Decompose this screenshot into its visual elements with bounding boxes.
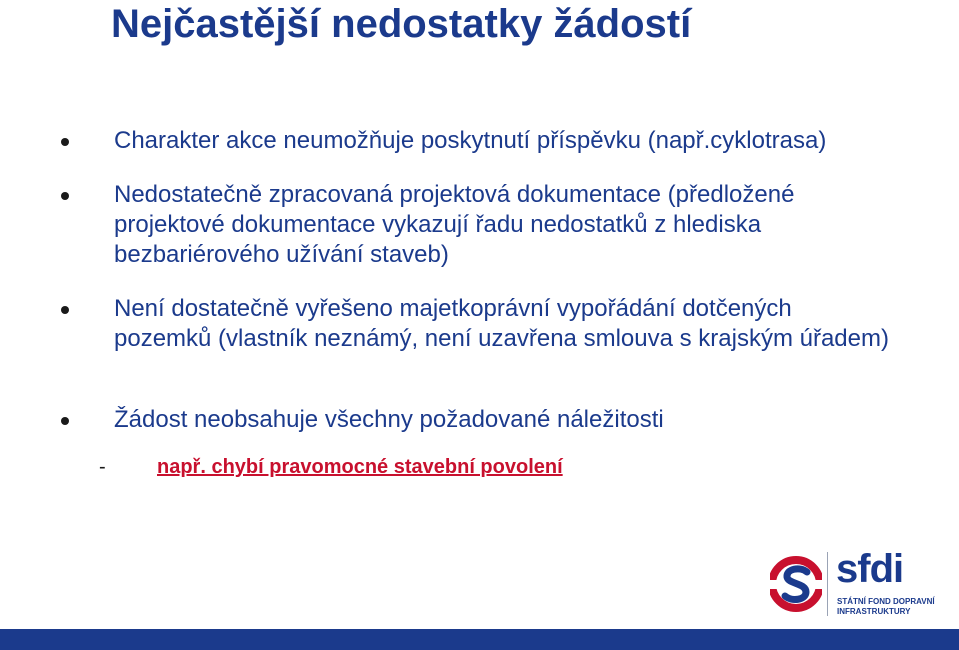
logo-subtitle-line1: STÁTNÍ FOND DOPRAVNÍ <box>837 597 935 606</box>
bullet-text: Charakter akce neumožňuje poskytnutí příspěvku (např.cyklotrasa) <box>114 127 827 154</box>
bullet-dot-icon <box>61 192 69 200</box>
bullet-dot-icon <box>61 417 69 425</box>
sfdi-logo-icon <box>770 550 822 618</box>
logo-subtitle <box>837 597 935 617</box>
sub-item-text: např. chybí pravomocné stavební povolení <box>157 456 563 478</box>
bullet-text: Není dostatečně vyřešeno majetkoprávní vypořádání dotčených pozemků (vlastník neznámý, není uzavřena smlouva s krajským úřadem) <box>114 295 889 352</box>
logo-divider <box>827 552 828 616</box>
bullet-dot-icon <box>61 138 69 146</box>
logo-subtitle-line2: INFRASTRUKTURY <box>837 607 911 616</box>
sfdi-logo <box>770 547 950 620</box>
sub-item-dash: - <box>99 456 106 478</box>
logo-wordmark: sfdi <box>836 547 904 591</box>
bullet-dot-icon <box>61 306 69 314</box>
footer-bar <box>0 629 959 650</box>
slide-title: Nejčastější nedostatky žádostí <box>111 2 692 46</box>
bullet-text: Žádost neobsahuje všechny požadované náležitosti <box>114 406 664 433</box>
bullet-text: Nedostatečně zpracovaná projektová dokumentace (předložené projektové dokumentace vykazují řadu nedostatků z hlediska bezbariérového užívání staveb) <box>114 181 795 268</box>
